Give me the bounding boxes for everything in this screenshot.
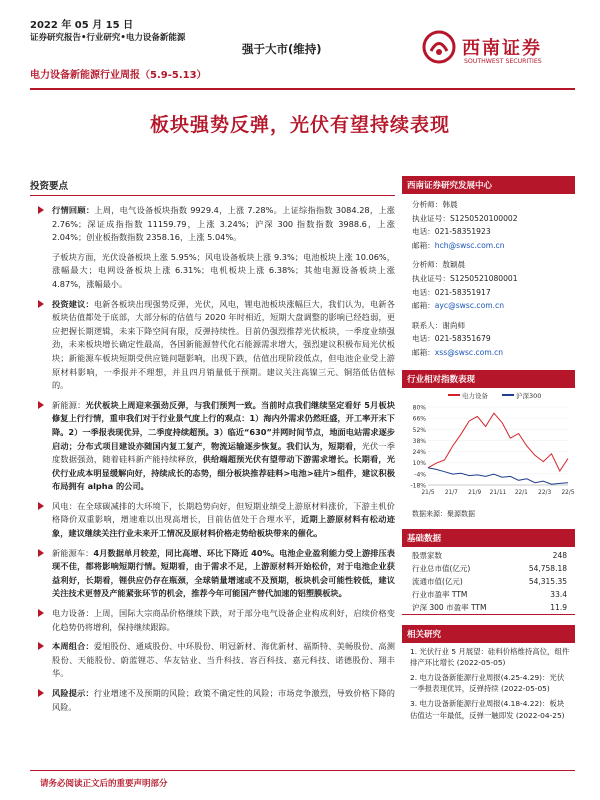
bullet-icon xyxy=(38,549,44,557)
analyst-cert: 执业证号：S1250520100002 xyxy=(412,213,518,223)
contact-phone: 电话：021-58351679 xyxy=(412,334,491,344)
related-heading: 相关研究 xyxy=(402,625,575,643)
logo-text-en: SOUTHWEST SECURITIES xyxy=(464,58,542,65)
sub-sector-review: 子板块方面，光伏设备板块上涨 5.95%；风电设备板块上涨 9.3%；电池板块上涨 10.06%，涨幅最大；电网设备板块上涨 6.31%；电机板块上涨 6.38%；其他电源设备板块上涨 4.87%，涨幅最小。 xyxy=(52,251,395,289)
bullet-icon xyxy=(38,642,44,650)
email-link[interactable]: ayc@swsc.com.cn xyxy=(434,301,505,311)
analyst-name: 分析师：韩晨 xyxy=(412,200,458,209)
related-item[interactable]: 2. 电力设备新能源行业周报(4.25-4.29)：光伏一季报表现优异，反弹持续 (2022-05-05) xyxy=(410,672,565,694)
report-header xyxy=(30,16,575,86)
power-equipment-section: 电力设备：上周，国际大宗商品价格继续下跌，对于部分电气设备企业构成利好，启续价格变化趋势仍将增利，保持继续跟踪。 xyxy=(30,607,395,634)
new-energy-section: 新能源：光伏板块上周迎来强劲反弹，与我们预判一致。当前时点我们继续坚定看好 5月板块修复上行行情，重申我们对于行业景气度上行的观点：1）海内外需求仍然旺盛，开工率开末下降。2）一季报表现优异，二季度持续超预。3）临近“630”并网时间节点，地面电站需求逐步启动；分布式项目建设亦随国内复工复产，物流运输逐步恢复。我们认为，短期看，光伏一季度数据强劲，随着硅料新产能持续释放，供给端超预光伏有望带动下游需求增长。长期看，光伏行业成本明显缓解向好，持续成长的态势，细分板块推荐硅料>电池>硅片>组件，建议积极布局拥有 alpha 的公司。 xyxy=(30,399,395,494)
table-row: 沪深 300 市盈率 TTM 11.9 xyxy=(402,601,575,615)
industry-rating: 强于大市(维持) xyxy=(242,42,322,56)
market-review: 行情回顾：上周，电气设备板块指数 9929.4，上涨 7.28%。上证综指指数 3084.28，上涨 2.76%；深证成指指数 11159.79，上涨 3.24%；沪深 300 指数指数 3988.6，上涨 2.04%；创业板指数指数 2358.16，上涨 5.04%。 xyxy=(30,204,395,245)
table-row: 行业市盈率 TTM 33.4 xyxy=(412,589,567,599)
related-research-section xyxy=(402,625,575,722)
summary-heading: 投资要点 xyxy=(30,178,395,196)
table-row: 行业总市值(亿元) 54,758.18 xyxy=(412,563,567,573)
chart-source: 数据来源：聚源数据 xyxy=(412,509,475,518)
y-tick-label: 80% xyxy=(412,404,426,412)
series-line-2 xyxy=(428,467,568,483)
email-link[interactable]: xss@swsc.com.cn xyxy=(434,347,504,357)
legend-label-series-1: 电力设备 xyxy=(462,391,488,400)
y-tick-label: -18% xyxy=(410,482,426,490)
contact-email: 邮箱：xss@swsc.com.cn xyxy=(412,347,504,357)
table-row: 流通市值(亿元) 54,315.35 xyxy=(412,576,567,586)
y-tick-label: 10% xyxy=(412,459,426,467)
related-item[interactable]: 1. 光伏行业 5 月展望：硅料价格维持高位，组件排产环比增长 (2022-05-05) xyxy=(410,646,570,668)
x-tick-label: 21/11 xyxy=(489,489,507,496)
y-tick-label: 24% xyxy=(412,448,426,456)
chart-heading: 行业相对指数表现 xyxy=(402,370,575,388)
bullet-icon xyxy=(38,401,44,409)
legend-swatch-series-1 xyxy=(448,394,460,396)
weekly-portfolio: 本周组合：爱旭股份、通威股份、中环股份、明冠新材、海优新材、福斯特、美畅股份、高测股份、天能股份、蔚蓝锂芯、华友钴业、当升科技、容百科技、嘉元科技、诺德股份、翔丰华。 xyxy=(30,640,395,681)
sidebar-column xyxy=(402,176,575,724)
relative-index-chart xyxy=(402,403,575,503)
company-logo xyxy=(422,20,572,80)
x-tick-label: 21/7 xyxy=(444,489,458,496)
x-tick-label: 21/5 xyxy=(421,489,435,496)
analyst-email: 邮箱：hch@swsc.com.cn xyxy=(412,240,505,250)
footer-divider xyxy=(30,770,575,771)
team-heading: 西南证券研究发展中心 xyxy=(402,176,575,194)
bullet-icon xyxy=(38,206,44,214)
logo-text-cn: 西南证券 xyxy=(462,38,542,59)
email-link[interactable]: hch@swsc.com.cn xyxy=(434,240,505,250)
related-list xyxy=(402,643,575,722)
report-date: 2022 年 05 月 15 日 xyxy=(30,20,134,31)
bullet-icon xyxy=(38,300,44,308)
y-tick-label: 66% xyxy=(412,415,426,423)
chart-legend xyxy=(402,391,575,403)
ev-section: 新能源车：4月数据单月较差，同比高增、环比下降近 40%。电池企业盈利能力受上游排压表现不佳，都将影响短期行情。短期看，由于需求不足，上游原材料开始松价，对于电池企业获益利好，长期看，锂供应仍存在瓶颈，全球销量增速或不及预期，板块机会可能性较低，建议关注技术更替及产能紧张环节的机会，推荐今年可能国产替代加速的铝塑膜板块。 xyxy=(30,547,395,601)
analyst-email: 邮箱：ayc@swsc.com.cn xyxy=(412,301,505,311)
analyst-list xyxy=(402,194,575,362)
analyst-cert: 执业证号：S1250521080001 xyxy=(412,273,518,283)
bullet-icon xyxy=(38,609,44,617)
table-row: 股票家数 248 xyxy=(412,550,567,560)
x-tick-label: 22/3 xyxy=(538,489,552,496)
legend-swatch-series-2 xyxy=(502,394,514,396)
risk-warning: 风险提示：行业增速不及预期的风险；政策不确定性的风险；市场竞争激烈，导致价格下降的风险。 xyxy=(30,687,395,714)
logo-emblem-icon xyxy=(422,30,456,64)
summary-column xyxy=(30,178,395,720)
basic-data-section xyxy=(402,529,575,615)
x-tick-label: 22/1 xyxy=(514,489,528,496)
investment-advice: 投资建议：电新各板块出现强势反弹，光伏，风电，锂电池板块涨幅巨大，我们认为，电新各板块估值都处于底部，大部分标的估值与 2020 年时相近，短期大盘调整的影响已经趋弱，更应把握长期逻辑，未来下降空间有限，反弹持续性。目前仍强烈推荐光伏板块，一季度业绩强劲，未来板块增长确定性最高，各国新能源替代化石能源需求增大，强烈建议积极布局光伏板块；新能源车板块短期受供应链问题影响，出现下跌，估值出现阶段低点，但电池企业受上游原材料影响，一季报并不理想，并且四月销量低于预期。建议关注高镍三元、铜箔低估值标的。 xyxy=(30,298,395,393)
contact-name: 联系人：谢尚师 xyxy=(412,320,466,330)
y-tick-label: 52% xyxy=(412,426,426,434)
related-item[interactable]: 3. 电力设备新能源行业周报(4.18-4.22)：板块估值达一年最低，反弹一触即发 (2022-04-25) xyxy=(410,698,565,720)
wind-power-section: 风电：在全球碳减排的大环境下，长期趋势向好，但短期业绩受上游原材料涨价，下游主机价格降价双重影响，增速难以出现高增长，目前估值处于合理水平，近期上游原材料有松动迹象，建议继续关注行业未来开工情况及原材料价格走势给板块带来的催化。 xyxy=(30,500,395,541)
analyst-phone: 电话：021-58351923 xyxy=(412,227,491,237)
bullet-icon xyxy=(38,689,44,697)
y-tick-label: -4% xyxy=(414,470,426,478)
report-title: 板块强势反弹，光伏有望持续表现 xyxy=(149,114,450,136)
bullet-icon xyxy=(38,502,44,510)
report-category: 证券研究报告•行业研究•电力设备新能源 xyxy=(30,33,186,43)
header-divider xyxy=(30,88,575,90)
basic-data-table xyxy=(402,549,575,615)
report-name: 电力设备新能源行业周报（5.9-5.13） xyxy=(30,70,207,81)
y-tick-label: 38% xyxy=(412,437,426,445)
basic-data-heading: 基础数据 xyxy=(402,529,575,547)
index-chart-section xyxy=(402,370,575,519)
analyst-name: 分析师：敖颖晨 xyxy=(412,260,466,270)
footer-disclaimer: 请务必阅读正文后的重要声明部分 xyxy=(40,779,168,789)
series-line-1 xyxy=(428,413,568,471)
analyst-phone: 电话：021-58351917 xyxy=(412,287,491,297)
x-tick-label: 21/9 xyxy=(468,489,482,496)
x-tick-label: 22/5 xyxy=(561,489,575,496)
legend-label-series-2: 沪深300 xyxy=(516,391,542,400)
